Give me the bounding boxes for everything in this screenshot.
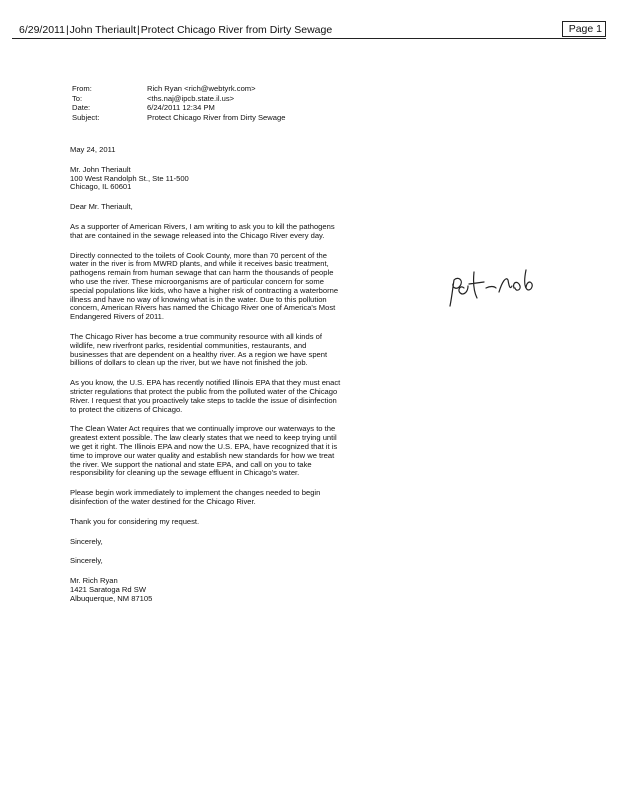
from-label: From: — [72, 84, 92, 93]
header-date: 6/29/2011 — [19, 24, 65, 36]
to-label: To: — [72, 93, 83, 103]
header-subject: Protect Chicago River from Dirty Sewage — [140, 24, 333, 36]
print-header — [12, 24, 606, 39]
to-value: <ths.naj@ipcb.state.il.us> — [147, 93, 235, 103]
signature-block — [70, 577, 345, 603]
page-number: Page 1 — [562, 21, 606, 37]
recipient-address — [70, 166, 345, 192]
date-label: Date: — [72, 103, 91, 112]
address-line: Mr. John Theriault — [70, 164, 131, 174]
signature-line: 1421 Saratoga Rd SW — [70, 584, 146, 594]
paragraph: Please begin work immediately to implement the changes needed to begin disinfection of the water destined for the Chicago River. — [70, 488, 321, 506]
email-meta — [72, 84, 407, 122]
address-line: 100 West Randolph St., Ste 11-500 — [70, 173, 189, 183]
signature-line: Mr. Rich Ryan — [70, 576, 118, 586]
header-line: 6/29/2011|John Theriault|Protect Chicago River from Dirty Sewage — [19, 24, 333, 36]
subject-label: Subject: — [72, 112, 100, 122]
header-from: John Theriault — [69, 24, 137, 36]
paragraph: As you know, the U.S. EPA has recently notified Illinois EPA that they must enact stricter regulations that protect the public from the polluted water of the Chicago River. I request that you proactively take steps to tackle the issue of disinfection to protect the citizens of Chicago. — [70, 378, 341, 414]
paragraph: Thank you for considering my request. — [70, 516, 200, 526]
handwritten-initials-icon — [444, 262, 544, 312]
salutation: Dear Mr. Theriault, — [70, 202, 133, 212]
paragraph: Directly connected to the toilets of Cook County, more than 70 percent of the water in the river is from MWRD plants, and while it receives basic treatment, pathogens remain from human sewage that can harm the thousands of people who use the river. These microorganisms are of particular concern for some special populations like kids, who have a higher risk of contracting a waterborne illness and have no way of knowing what is in the water. Due to this pollution concern, American Rivers has named the Chicago River one of America's Most Endangered Rivers of 2011. — [70, 250, 339, 322]
paragraph: The Chicago River has become a true community resource with all kinds of wildlife, new riverfront parks, residential communities, restaurants, and businesses that are dependent on a healthy river. As a region we have spent billions of dollars to clean up the river, but we have not finished the job. — [70, 331, 328, 368]
paragraph: The Clean Water Act requires that we continually improve our waterways to the greatest extent possible. The law clearly states that we need to keep trying until we get it right. The Illinois EPA and now the U.S. EPA, have recognized that it is time to improve our water quality and establish new standards for how we treat the river. We support the national and state EPA, and call on you to take responsibility for cleaning up the sewage effluent in Chicago's water. — [70, 424, 338, 478]
paragraph: As a supporter of American Rivers, I am writing to ask you to kill the pathogens that are contained in the sewage released into the Chicago River every day. — [70, 221, 335, 240]
signature-line: Albuquerque, NM 87105 — [70, 593, 153, 603]
closing: Sincerely, — [70, 536, 103, 546]
closing: Sincerely, — [70, 556, 103, 566]
from-value: Rich Ryan <rich@webtyrk.com> — [147, 84, 256, 93]
subject-value: Protect Chicago River from Dirty Sewage — [147, 112, 286, 122]
address-line: Chicago, IL 60601 — [70, 182, 132, 192]
date-value: 6/24/2011 12:34 PM — [147, 103, 215, 112]
letter-date: May 24, 2011 — [70, 145, 116, 154]
letter-body — [70, 146, 345, 614]
